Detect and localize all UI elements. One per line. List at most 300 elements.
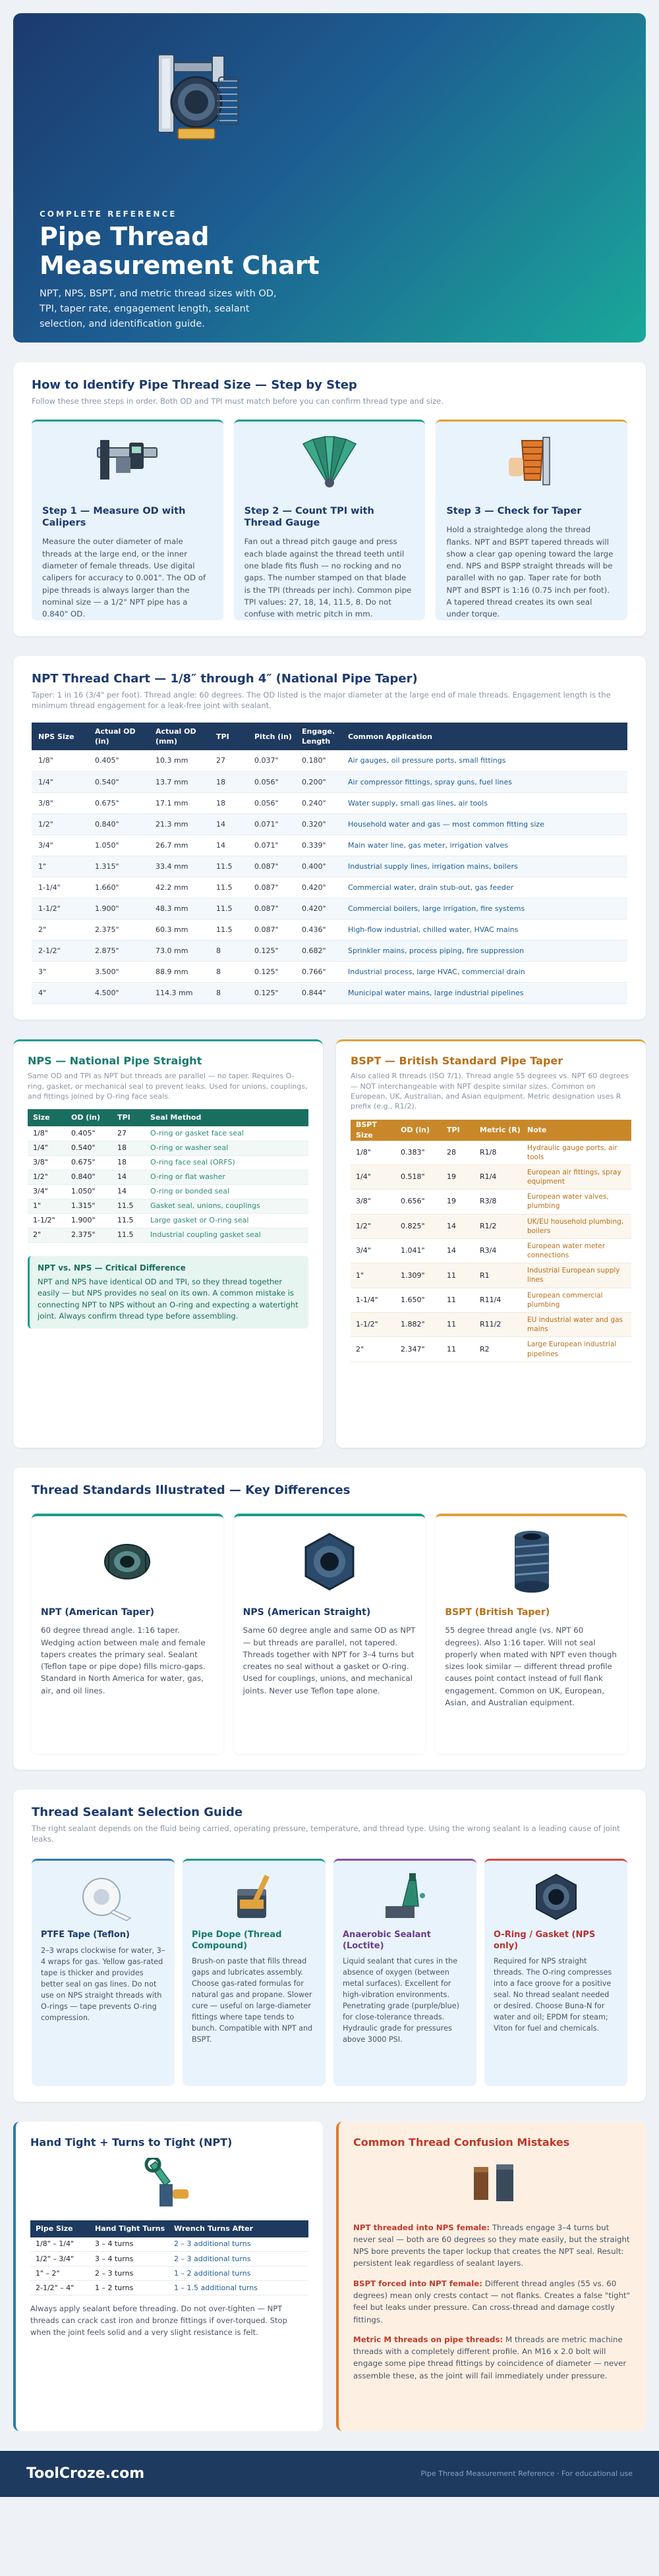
table-cell: 11.5 — [210, 919, 248, 940]
step-body: Fan out a thread pitch gauge and press each blade against the thread teeth until one blade fits flush — no rocking and no gaps. The number stamped on that blade is the TPI (threads per inch). Common pipe TPI values: 27, 18, 14, 11.5, 8. Do not confuse with metric pitch in mm. — [244, 537, 412, 619]
table-cell: 3/4" — [28, 1184, 66, 1199]
table-cell: Industrial supply lines, irrigation mains, boilers — [341, 856, 627, 877]
standard-title: BSPT (British Taper) — [445, 1607, 550, 1618]
table-cell: 1.041" — [395, 1238, 442, 1263]
table-cell: 1/4" — [28, 1141, 66, 1155]
confusion-lead: NPT threaded into NPS female: — [353, 2222, 490, 2232]
o-ring-icon — [530, 1871, 583, 1923]
table-cell: 0.766" — [295, 961, 341, 982]
torque-table — [30, 2220, 308, 2296]
standards-section — [13, 1467, 646, 1770]
table-row — [32, 771, 627, 792]
sealant-card-title: Anaerobic Sealant (Loctite) — [343, 1930, 431, 1951]
callout-body: NPT and NPS have identical OD and TPI, so they thread together easily — but NPS provides no seal on its own. A common mistake is connecting NPT to NPS without an O-ring and expecting a watertight joint. Always confirm thread type before assembling. — [38, 1277, 299, 1321]
table-cell: 2.347" — [395, 1337, 442, 1361]
nps-title: NPS — National Pipe Straight — [28, 1054, 202, 1067]
table-cell: 2" — [32, 919, 88, 940]
table-cell: 114.3 mm — [149, 982, 210, 1003]
table-cell: Sprinkler mains, process piping, fire suppression — [341, 940, 627, 961]
table-cell: 1.050" — [88, 835, 149, 856]
table-cell: 0.540" — [88, 771, 149, 792]
torque-table-body — [30, 2237, 308, 2295]
column-header: BSPT Size — [351, 1120, 395, 1141]
identify-section — [13, 362, 646, 636]
table-cell: R1/2 — [474, 1214, 522, 1238]
table-cell: 1.650" — [395, 1288, 442, 1312]
torque-note: Always apply sealant before threading. Do not over-tighten — NPT threads can crack cast iron and bronze fittings if over-torqued. Stop when the joint feels solid and a very slight resistance is felt. — [30, 2304, 287, 2337]
confusion-lead: BSPT forced into NPT female: — [353, 2278, 483, 2288]
table-row — [351, 1141, 631, 1165]
table-cell: 0.825" — [395, 1214, 442, 1238]
table-cell: 21.3 mm — [149, 813, 210, 835]
table-cell: 27 — [112, 1126, 145, 1141]
table-cell: O-ring or washer seal — [145, 1141, 308, 1155]
npt-table — [32, 723, 627, 1004]
column-header: Note — [522, 1120, 631, 1141]
table-cell: R2 — [474, 1337, 522, 1361]
table-cell: 0.087" — [248, 919, 295, 940]
table-cell: 0.339" — [295, 835, 341, 856]
taper-check-icon — [502, 434, 561, 490]
sealant-card-oring — [484, 1859, 627, 2086]
table-cell: 0.180" — [295, 750, 341, 771]
table-row — [351, 1288, 631, 1312]
table-cell: 1" — [351, 1263, 395, 1288]
table-row — [32, 750, 627, 771]
npt-table-body — [32, 750, 627, 1003]
step-title: Step 1 — Measure OD with Calipers — [42, 506, 186, 529]
table-cell: 33.4 mm — [149, 856, 210, 877]
table-cell: 0.125" — [248, 982, 295, 1003]
table-cell: 2 – 3 additional turns — [169, 2252, 308, 2266]
table-cell: 1/8" — [32, 750, 88, 771]
table-cell: 0.056" — [248, 792, 295, 813]
table-cell: 2.375" — [66, 1228, 112, 1242]
step-card-3 — [436, 420, 627, 620]
table-row — [32, 877, 627, 898]
table-cell: European air fittings, spray equipment — [522, 1165, 631, 1189]
confusion-item — [353, 2278, 631, 2326]
table-cell: 0.405" — [66, 1126, 112, 1141]
nps-callout — [28, 1256, 308, 1329]
pipe-caliper-illustration — [138, 49, 250, 148]
table-cell: 0.071" — [248, 835, 295, 856]
table-row — [32, 940, 627, 961]
table-cell: Commercial water, drain stub-out, gas feeder — [341, 877, 627, 898]
npt-subtitle: Taper: 1 in 16 (3/4" per foot). Thread angle: 60 degrees. The OD listed is the major diameter at the large end of male threads. Engagement length is the minimum thread engagement for a leak-free joint with sealant. — [32, 690, 611, 711]
table-cell: 1-1/2" — [351, 1313, 395, 1337]
table-cell: 1/2" — [28, 1170, 66, 1184]
standard-title: NPT (American Taper) — [41, 1607, 155, 1618]
standard-body: Same 60 degree angle and same OD as NPT — but threads are parallel, not tapered. Threads together with NPT for 3–4 turns but creates no seal without a gasket or O-ring. Used for couplings, unions, and mechanical joints. Never use Teflon tape alone. — [243, 1626, 416, 1695]
table-cell: Large European industrial pipelines — [522, 1337, 631, 1361]
table-cell: 1.050" — [66, 1184, 112, 1199]
table-cell: 3 – 4 turns — [90, 2252, 169, 2266]
table-cell: Hydraulic gauge ports, air tools — [522, 1141, 631, 1165]
table-cell: 1.309" — [395, 1263, 442, 1288]
sealant-card-body: Required for NPS straight threads. The O-ring compresses into a face groove for a positive seal. No thread sealant needed or desired. Choose Buna-N for water and oil; EPDM for steam; Viton for fuel and chemicals. — [494, 1956, 612, 2033]
table-row — [32, 835, 627, 856]
column-header: Hand Tight Turns — [90, 2220, 169, 2237]
table-cell: 1/8" – 1/4" — [30, 2237, 90, 2252]
wrench-fitting-icon — [140, 2158, 199, 2210]
table-cell: 1-1/4" — [351, 1288, 395, 1312]
table-cell: 11 — [442, 1337, 474, 1361]
table-cell: 18 — [210, 792, 248, 813]
table-cell: 0.125" — [248, 961, 295, 982]
table-cell: 0.840" — [88, 813, 149, 835]
column-header: Engage. Length — [295, 723, 341, 750]
identify-subtitle: Follow these three steps in order. Both OD and TPI must match before you can confirm thread type and size. — [32, 397, 444, 406]
hero-banner — [13, 13, 646, 343]
table-cell: 0.400" — [295, 856, 341, 877]
table-cell: 1 – 2 additional turns — [169, 2266, 308, 2281]
column-header: TPI — [210, 723, 248, 750]
column-header: NPS Size — [32, 723, 88, 750]
table-cell: Municipal water mains, large industrial pipelines — [341, 982, 627, 1003]
table-row — [28, 1228, 308, 1242]
table-cell: 11.5 — [210, 898, 248, 919]
footer-note: Pipe Thread Measurement Reference · For educational use — [420, 2469, 633, 2479]
column-header: Common Application — [341, 723, 627, 750]
table-cell: EU industrial water and gas mains — [522, 1313, 631, 1337]
table-cell: 1.900" — [66, 1213, 112, 1228]
table-cell: 8 — [210, 982, 248, 1003]
table-cell: 0.087" — [248, 877, 295, 898]
table-cell: 11.5 — [112, 1199, 145, 1213]
table-cell: 0.383" — [395, 1141, 442, 1165]
page-title: Pipe Thread Measurement Chart — [40, 222, 320, 280]
table-row — [351, 1238, 631, 1263]
standard-body: 55 degree thread angle (vs. NPT 60 degrees). Also 1:16 taper. Will not seal properly when mated with NPT even though sizes look similar — different thread profile causes point contact instead of full flank engagement. Common on UK, European, Asian, and Australian equipment. — [445, 1626, 617, 1708]
table-cell: 0.240" — [295, 792, 341, 813]
standard-card-npt — [32, 1514, 223, 1754]
column-header: Actual OD (mm) — [149, 723, 210, 750]
table-cell: 0.087" — [248, 898, 295, 919]
caliper-icon — [91, 436, 163, 489]
step-body: Measure the outer diameter of male threads at the large end, or the inner diameter of female threads. Use digital calipers for accuracy to 0.001". The OD of pipe threads is always larger than the nominal size — a 1/2" NPT pipe has a 0.840" OD. — [42, 537, 206, 619]
column-header: Pitch (in) — [248, 723, 295, 750]
column-header: Size — [28, 1109, 66, 1126]
table-cell: 1" — [28, 1199, 66, 1213]
table-cell: 0.200" — [295, 771, 341, 792]
table-cell: 18 — [112, 1141, 145, 1155]
sealant-card-title: PTFE Tape (Teflon) — [41, 1930, 130, 1940]
table-cell: European water meter connections — [522, 1238, 631, 1263]
bspt-title: BSPT — British Standard Pipe Taper — [351, 1054, 563, 1067]
table-cell: 88.9 mm — [149, 961, 210, 982]
table-cell: Water supply, small gas lines, air tools — [341, 792, 627, 813]
table-cell: O-ring face seal (ORFS) — [145, 1155, 308, 1170]
standard-title: NPS (American Straight) — [243, 1607, 371, 1618]
table-cell: 14 — [442, 1238, 474, 1263]
table-cell: Industrial process, large HVAC, commercial drain — [341, 961, 627, 982]
bspt-fitting-icon — [502, 1527, 561, 1597]
bottom-row — [13, 2122, 646, 2431]
table-cell: 11.5 — [112, 1213, 145, 1228]
table-cell: 1" — [32, 856, 88, 877]
table-row — [28, 1213, 308, 1228]
table-cell: 3/8" — [28, 1155, 66, 1170]
table-cell: 2.875" — [88, 940, 149, 961]
table-cell: 1" – 2" — [30, 2266, 90, 2281]
table-cell: 1.315" — [66, 1199, 112, 1213]
table-row — [32, 982, 627, 1003]
table-cell: R1/8 — [474, 1141, 522, 1165]
table-cell: 3.500" — [88, 961, 149, 982]
table-cell: 0.071" — [248, 813, 295, 835]
torque-section — [13, 2122, 323, 2431]
table-row — [32, 898, 627, 919]
confusion-title: Common Thread Confusion Mistakes — [353, 2136, 570, 2149]
table-cell: 1-1/4" — [32, 877, 88, 898]
table-cell: Air compressor fittings, spray guns, fuel lines — [341, 771, 627, 792]
table-row — [28, 1141, 308, 1155]
column-header: OD (in) — [66, 1109, 112, 1126]
brand-logo[interactable]: ToolCroze.com — [26, 2465, 145, 2482]
table-cell: 11.5 — [112, 1228, 145, 1242]
table-header-row — [32, 723, 627, 750]
table-cell: 2" — [351, 1337, 395, 1361]
table-cell: 0.682" — [295, 940, 341, 961]
table-row — [28, 1184, 308, 1199]
table-cell: UK/EU household plumbing, boilers — [522, 1214, 631, 1238]
table-cell: R11/4 — [474, 1288, 522, 1312]
table-cell: 2-1/2" — [32, 940, 88, 961]
sealant-card-body: Liquid sealant that cures in the absence of oxygen (between metal surfaces). Excellent for high-vibration environments. Penetrating grade (purple/blue) for close-tolerance threads. Hydraulic grade for pressures above 3000 PSI. — [343, 1956, 459, 2044]
table-cell: 19 — [442, 1165, 474, 1189]
table-cell: 11.5 — [210, 877, 248, 898]
table-cell: 0.087" — [248, 856, 295, 877]
confusion-text: Threads engage 3–4 turns but never seal — both are 60 degrees so they mate easily, but the straight NPS bore prevents the taper lockup that creates the NPT seal. Result: persistent leak regardless of sealant layers. — [353, 2222, 630, 2268]
table-row — [32, 813, 627, 835]
table-cell: 3/4" — [32, 835, 88, 856]
table-cell: 2.375" — [88, 919, 149, 940]
torque-title: Hand Tight + Turns to Tight (NPT) — [30, 2136, 233, 2149]
identify-title: How to Identify Pipe Thread Size — Step by Step — [32, 378, 357, 392]
nps-section — [13, 1039, 323, 1448]
bspt-section — [336, 1039, 646, 1448]
step-card-2 — [234, 420, 426, 620]
table-cell: 13.7 mm — [149, 771, 210, 792]
table-cell: 1 – 2 turns — [90, 2281, 169, 2295]
table-cell: R1/4 — [474, 1165, 522, 1189]
table-cell: 4.500" — [88, 982, 149, 1003]
standard-card-nps — [234, 1514, 426, 1754]
table-cell: Commercial boilers, large irrigation, fire systems — [341, 898, 627, 919]
table-cell: R11/2 — [474, 1313, 522, 1337]
column-header: Seal Method — [145, 1109, 308, 1126]
sealant-card-title: O-Ring / Gasket (NPS only) — [494, 1930, 596, 1951]
confusion-text: Different thread angles (55 vs. 60 degrees) mean only crests contact — not flanks. Creates a false "tight" feel but leaks under pressure. Can cross-thread and damage costly fittings. — [353, 2278, 631, 2324]
table-cell: 18 — [210, 771, 248, 792]
standard-body: 60 degree thread angle. 1:16 taper. Wedging action between male and female tapers creates the primary seal. Sealant (Teflon tape or pipe dope) fills micro-gaps. Standard in North America for water, gas, air, and oil lines. — [41, 1626, 206, 1695]
table-row — [28, 1170, 308, 1184]
table-cell: 1/8" — [351, 1141, 395, 1165]
table-cell: 8 — [210, 940, 248, 961]
table-cell: 18 — [112, 1155, 145, 1170]
table-cell: 19 — [442, 1190, 474, 1214]
table-cell: R3/8 — [474, 1190, 522, 1214]
table-cell: Household water and gas — most common fitting size — [341, 813, 627, 835]
table-cell: 0.675" — [88, 792, 149, 813]
table-row — [351, 1337, 631, 1361]
table-cell: 17.1 mm — [149, 792, 210, 813]
table-row — [32, 792, 627, 813]
table-cell: 3" — [32, 961, 88, 982]
table-cell: 4" — [32, 982, 88, 1003]
table-cell: Large gasket or O-ring seal — [145, 1213, 308, 1228]
table-cell: 0.656" — [395, 1190, 442, 1214]
table-cell: 1/2" — [32, 813, 88, 835]
table-cell: 60.3 mm — [149, 919, 210, 940]
table-cell: 26.7 mm — [149, 835, 210, 856]
table-row — [30, 2266, 308, 2281]
footer — [0, 2451, 659, 2497]
table-row — [351, 1190, 631, 1214]
table-cell: 2-1/2" – 4" — [30, 2281, 90, 2295]
table-cell: 0.320" — [295, 813, 341, 835]
standards-title: Thread Standards Illustrated — Key Differences — [32, 1483, 351, 1497]
confusion-item — [353, 2334, 631, 2382]
table-cell: O-ring or flat washer — [145, 1170, 308, 1184]
steps-row — [32, 420, 627, 620]
bspt-subtitle: Also called R threads (ISO 7/1). Thread angle 55 degrees vs. NPT 60 degrees — NOT interchangeable with NPT despite similar sizes. Common on European, UK, Australian, and Asian equipment. Metric designation uses R prefix (e.g., R1/2). — [351, 1072, 629, 1111]
hero-kicker: COMPLETE REFERENCE — [40, 209, 177, 219]
table-cell: 1/8" — [28, 1126, 66, 1141]
table-cell: O-ring or gasket face seal — [145, 1126, 308, 1141]
nps-table-body — [28, 1126, 308, 1242]
sealant-section — [13, 1790, 646, 2102]
step-card-1 — [32, 420, 223, 620]
table-cell: Air gauges, oil pressure ports, small fittings — [341, 750, 627, 771]
confusion-item — [353, 2222, 631, 2270]
table-cell: 8 — [210, 961, 248, 982]
table-cell: 3/8" — [32, 792, 88, 813]
bspt-table — [351, 1120, 631, 1362]
table-cell: 3/8" — [351, 1190, 395, 1214]
table-cell: 0.405" — [88, 750, 149, 771]
table-row — [32, 856, 627, 877]
table-cell: O-ring or bonded seal — [145, 1184, 308, 1199]
table-cell: R3/4 — [474, 1238, 522, 1263]
table-cell: 14 — [210, 813, 248, 835]
nps-table — [28, 1109, 308, 1243]
table-cell: 2 – 3 additional turns — [169, 2237, 308, 2252]
table-cell: 0.125" — [248, 940, 295, 961]
table-row — [30, 2252, 308, 2266]
confusion-text: M threads are metric machine threads with a completely different profile. An M16 x 2.0 bolt will engage some pipe thread fittings by coincidence of diameter — never assemble these, as the joint will fail immediately under pressure. — [353, 2334, 627, 2380]
table-cell: Main water line, gas meter, irrigation valves — [341, 835, 627, 856]
table-cell: High-flow industrial, chilled water, HVAC mains — [341, 919, 627, 940]
table-cell: European water valves, plumbing — [522, 1190, 631, 1214]
sealant-card-title: Pipe Dope (Thread Compound) — [192, 1930, 282, 1951]
confusion-lead: Metric M threads on pipe threads: — [353, 2334, 503, 2344]
thread-gauge-icon — [293, 434, 366, 490]
table-cell: 1/4" — [351, 1165, 395, 1189]
anaerobic-sealant-icon — [379, 1871, 432, 1923]
table-cell: Industrial European supply lines — [522, 1263, 631, 1288]
table-cell: 48.3 mm — [149, 898, 210, 919]
table-cell: 3 – 4 turns — [90, 2237, 169, 2252]
table-cell: 2 – 3 turns — [90, 2266, 169, 2281]
sealant-card-body: 2–3 wraps clockwise for water, 3–4 wraps for gas. Yellow gas-rated tape is thicker and provides better seal on gas lines. Do not use on NPS straight threads with O-rings — tape prevents O-ring compression. — [41, 1946, 165, 2022]
table-row — [351, 1165, 631, 1189]
table-cell: European commercial plumbing — [522, 1288, 631, 1312]
sealant-card-ptfe — [32, 1859, 175, 2086]
table-cell: 2" — [28, 1228, 66, 1242]
hero-subtitle: NPT, NPS, BSPT, and metric thread sizes with OD, TPI, taper rate, engagement length, sealant selection, and identification guide. — [40, 288, 277, 330]
confusion-section — [336, 2122, 646, 2431]
table-cell: 0.420" — [295, 877, 341, 898]
table-cell: 0.540" — [66, 1141, 112, 1155]
table-header-row — [30, 2220, 308, 2237]
table-cell: 1.882" — [395, 1313, 442, 1337]
table-cell: 0.840" — [66, 1170, 112, 1184]
table-cell: 11 — [442, 1263, 474, 1288]
column-header: Pipe Size — [30, 2220, 90, 2237]
table-header-row — [351, 1120, 631, 1141]
table-row — [32, 919, 627, 940]
table-row — [351, 1313, 631, 1337]
table-cell: 11 — [442, 1288, 474, 1312]
npt-section — [13, 656, 646, 1020]
table-row — [28, 1155, 308, 1170]
table-cell: 73.0 mm — [149, 940, 210, 961]
table-cell: 1-1/2" — [28, 1213, 66, 1228]
sealant-title: Thread Sealant Selection Guide — [32, 1805, 243, 1820]
table-cell: 27 — [210, 750, 248, 771]
table-row — [28, 1126, 308, 1141]
table-cell: 1.660" — [88, 877, 149, 898]
table-cell: 0.844" — [295, 982, 341, 1003]
column-header: TPI — [442, 1120, 474, 1141]
table-row — [32, 961, 627, 982]
table-cell: 14 — [112, 1170, 145, 1184]
table-cell: 1/2" — [351, 1214, 395, 1238]
standards-row — [32, 1514, 627, 1754]
table-header-row — [28, 1109, 308, 1126]
table-cell: 42.2 mm — [149, 877, 210, 898]
table-cell: Gasket seal, unions, couplings — [145, 1199, 308, 1213]
standard-card-bspt — [436, 1514, 627, 1754]
table-cell: 0.436" — [295, 919, 341, 940]
npt-fitting-icon — [94, 1535, 160, 1588]
table-row — [30, 2281, 308, 2295]
sealant-card-body: Brush-on paste that fills thread gaps and lubricates assembly. Choose gas-rated formulas for natural gas and propane. Slower cure — useful on large-diameter fittings where tape tends to bunch. Compatible with NPT and BSPT. — [192, 1956, 313, 2044]
column-header: Metric (R) — [474, 1120, 522, 1141]
table-cell: 14 — [112, 1184, 145, 1199]
table-cell: 1.315" — [88, 856, 149, 877]
table-cell: 1.900" — [88, 898, 149, 919]
step-title: Step 2 — Count TPI with Thread Gauge — [244, 506, 374, 529]
table-cell: 11 — [442, 1313, 474, 1337]
table-cell: 1-1/2" — [32, 898, 88, 919]
column-header: TPI — [112, 1109, 145, 1126]
sealant-card-anaerobic — [333, 1859, 476, 2086]
pipe-dope-icon — [228, 1871, 281, 1923]
step-title: Step 3 — Check for Taper — [446, 506, 582, 517]
nps-bspt-row — [13, 1039, 646, 1448]
table-cell: 1 – 1.5 additional turns — [169, 2281, 308, 2295]
table-cell: 1/4" — [32, 771, 88, 792]
sealant-row — [32, 1859, 627, 2086]
table-row — [28, 1199, 308, 1213]
table-cell: 0.518" — [395, 1165, 442, 1189]
sealant-subtitle: The right sealant depends on the fluid being carried, operating pressure, temperature, and thread type. Using the wrong sealant is a leading cause of joint leaks. — [32, 1824, 620, 1844]
column-header: Actual OD (in) — [88, 723, 149, 750]
nps-nut-icon — [297, 1529, 362, 1595]
